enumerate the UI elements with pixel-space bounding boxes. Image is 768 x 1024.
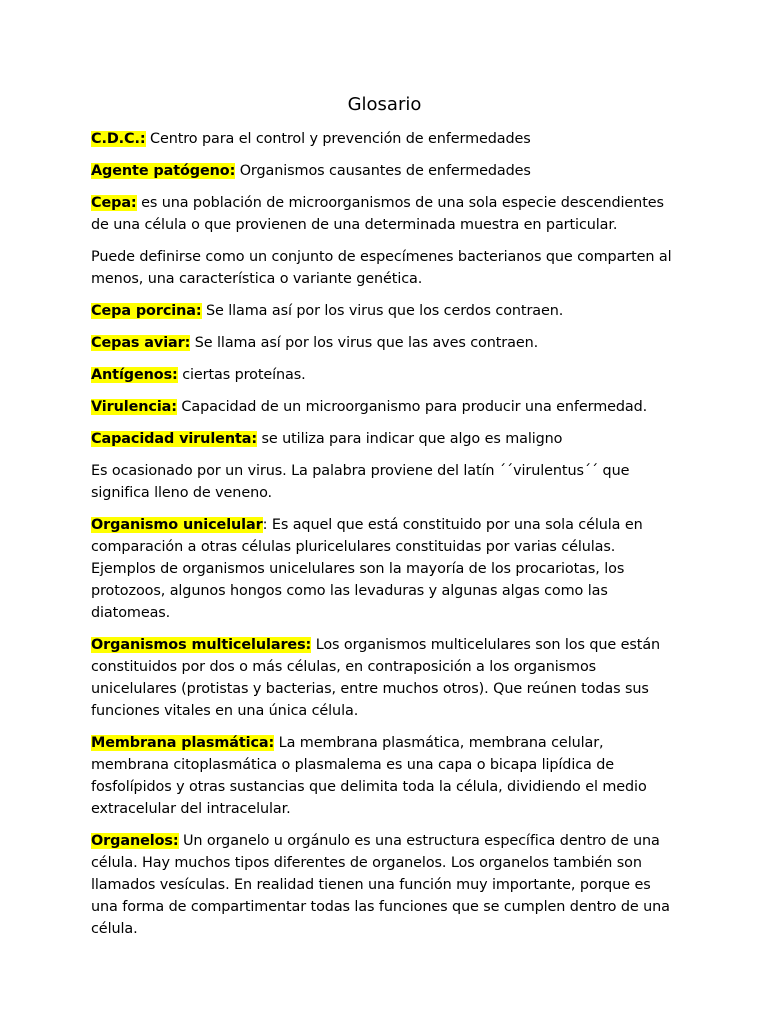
glossary-definition: Capacidad de un microorganismo para producir una enfermedad.	[176, 399, 648, 415]
glossary-entry-cepas-aviar	[91, 332, 678, 354]
glossary-definition: La membrana plasmática, membrana celular, membrana citoplasmática o plasmalema es una capa o bicapa lipídica de fosfolípidos y otras sustancias que delimita toda la célula, dividiendo el medio extracelular del intracelular.	[91, 735, 647, 817]
glossary-definition: se utiliza para indicar que algo es maligno	[257, 431, 563, 447]
paragraph-virulenta-extra: Es ocasionado por un virus. La palabra proviene del latín ´´virulentus´´ que significa lleno de veneno.	[91, 463, 630, 501]
glossary-entry-cepa-porcina	[91, 300, 678, 322]
glossary-definition: Los organismos multicelulares son los que están constituidos por dos o más células, en contraposición a los organismos unicelulares (protistas y bacterias, entre muchos otros). Que reúnen todas sus funciones vitales en una única célula.	[91, 637, 661, 719]
glossary-definition: Organismos causantes de enfermedades	[235, 163, 531, 179]
glossary-term: C.D.C.:	[91, 131, 146, 147]
glossary-term: Agente patógeno:	[91, 163, 236, 179]
glossary-definition: Se llama así por los virus que los cerdos contraen.	[201, 303, 564, 319]
glossary-entry-cdc	[91, 128, 678, 150]
glossary-term: Membrana plasmática:	[91, 735, 275, 751]
glossary-entry-organelos	[91, 830, 678, 940]
glossary-term: Cepas aviar:	[91, 335, 191, 351]
glossary-entry-virulencia	[91, 396, 678, 418]
glossary-term: Cepa porcina:	[91, 303, 202, 319]
glossary-entry-organismo-unicelular	[91, 514, 678, 624]
glossary-definition: : Es aquel que está constituido por una sola célula en comparación a otras células pluricelulares constituidas por varias células. Ejemplos de organismos unicelulares son la mayoría de los procariotas, los protozoos, algunos hongos como las levaduras y algunas algas como las diatomeas.	[91, 517, 643, 621]
glossary-entry-membrana-plasmatica	[91, 732, 678, 820]
glossary-term: Capacidad virulenta:	[91, 431, 258, 447]
glossary-definition: es una población de microorganismos de una sola especie descendientes de una célula o que provienen de una determinada muestra en particular.	[91, 195, 664, 233]
glossary-entry-cepa	[91, 192, 678, 236]
glossary-definition: Centro para el control y prevención de enfermedades	[145, 131, 531, 147]
glossary-term: Organismos multicelulares:	[91, 637, 312, 653]
glossary-term: Cepa:	[91, 195, 137, 211]
document-title: Glosario	[347, 94, 422, 115]
glossary-definition: Un organelo u orgánulo es una estructura específica dentro de una célula. Hay muchos tipos diferentes de organelos. Los organelos también son llamados vesículas. En realidad tienen una función muy importante, porque es una forma de compartimentar todas las funciones que se cumplen dentro de una célula.	[91, 833, 670, 937]
glossary-entry-antigenos	[91, 364, 678, 386]
glossary-term: Organismo unicelular	[91, 517, 263, 533]
glossary-definition: ciertas proteínas.	[177, 367, 306, 383]
glossary-term: Organelos:	[91, 833, 179, 849]
glossary-entry-agente-patogeno	[91, 160, 678, 182]
glossary-entry-capacidad-virulenta	[91, 428, 678, 450]
glossary-entry-organismos-multicelulares	[91, 634, 678, 722]
glossary-definition: Se llama así por los virus que las aves contraen.	[190, 335, 539, 351]
glossary-term: Antígenos:	[91, 367, 178, 383]
glossary-term: Virulencia:	[91, 399, 177, 415]
paragraph-cepa-extra: Puede definirse como un conjunto de especímenes bacterianos que comparten al menos, una característica o variante genética.	[91, 249, 672, 287]
